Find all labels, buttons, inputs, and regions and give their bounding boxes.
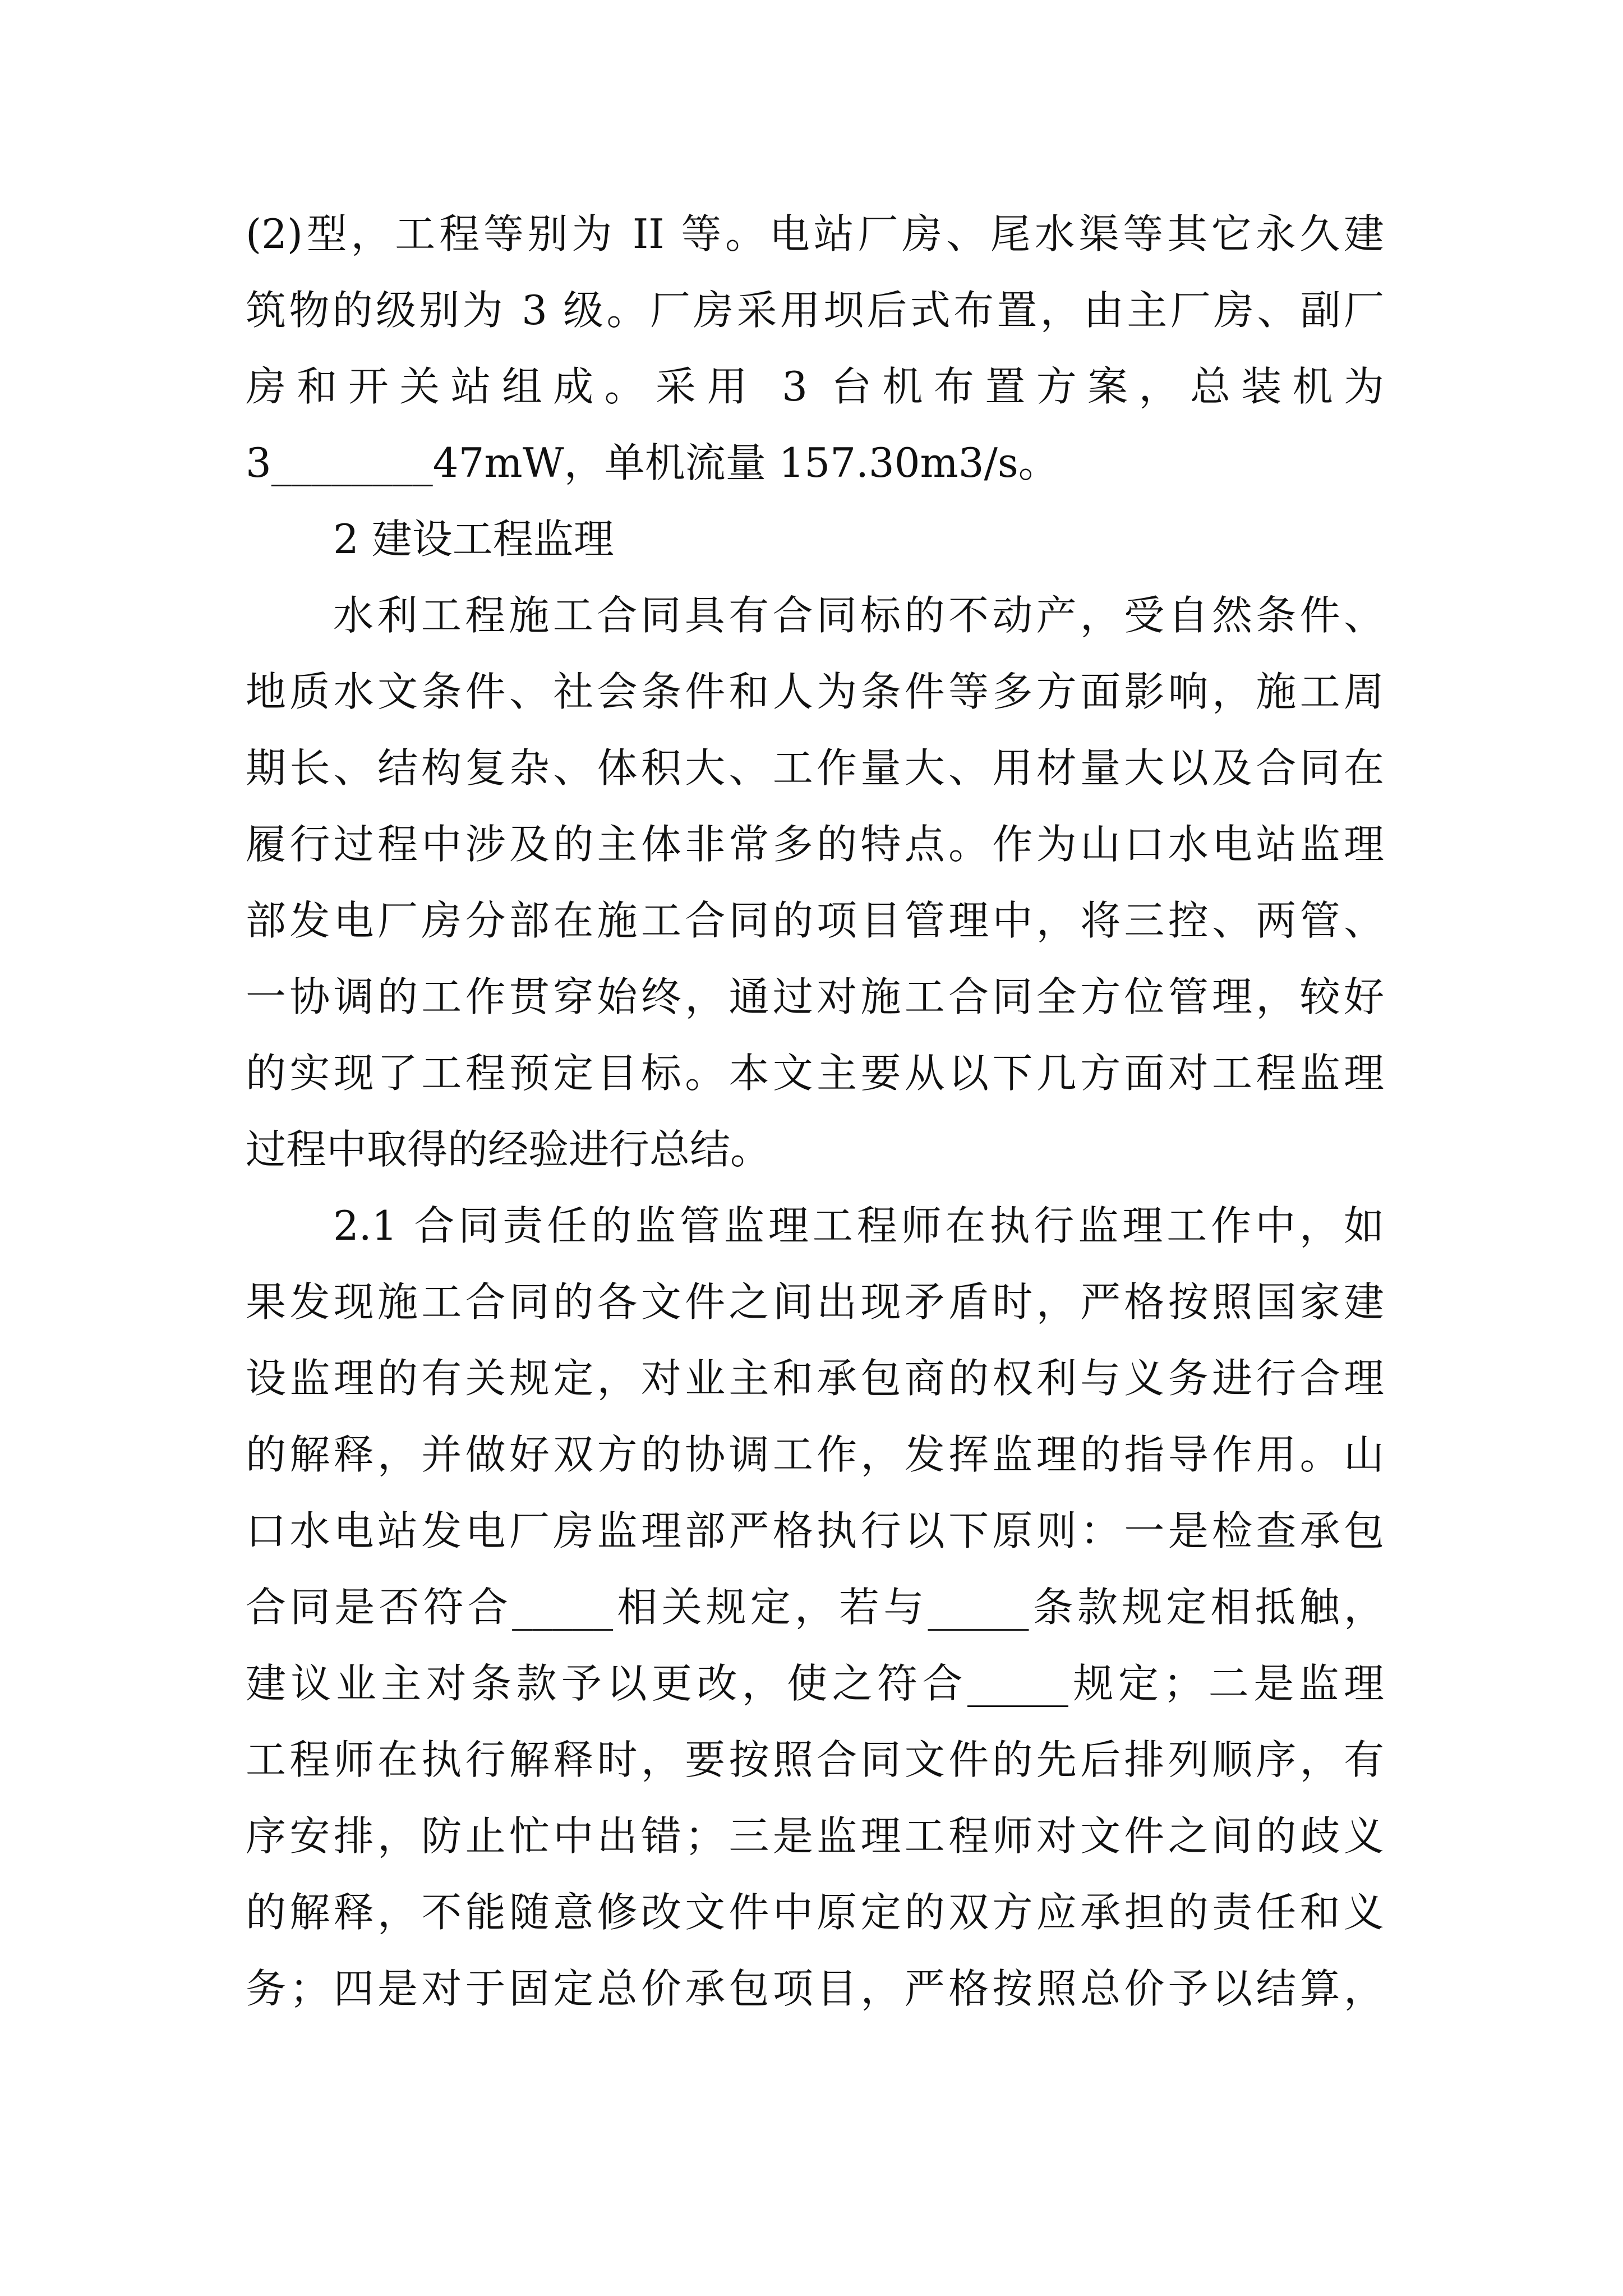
text-line-15: 果发现施工合同的各文件之间出现矛盾时，严格按照国家建 (246, 1278, 1384, 1326)
text-line-9: 履行过程中涉及的主体非常多的特点。作为山口水电站监理 (246, 821, 1384, 868)
section-heading: 2 建设工程监理 (333, 516, 614, 563)
text-line-3: 房和开关站组成。采用 3 台机布置方案，总装机为 (246, 363, 1384, 410)
text-line-2: 筑物的级别为 3 级。厂房采用坝后式布置，由主厂房、副厂 (246, 287, 1384, 334)
text-line-19: 合同是否符合_____相关规定，若与_____条款规定相抵触， (246, 1584, 1384, 1631)
text-line-17: 的解释，并做好双方的协调工作，发挥监理的指导作用。山 (246, 1431, 1384, 1478)
text-line-10: 部发电厂房分部在施工合同的项目管理中，将三控、两管、 (246, 897, 1384, 944)
text-line-4: 3________47mW，单机流量 157.30m3/s。 (246, 439, 1059, 486)
text-line-21: 工程师在执行解释时，要按照合同文件的先后排列顺序，有 (246, 1736, 1384, 1783)
text-line-20: 建议业主对条款予以更改，使之符合_____规定；二是监理 (246, 1660, 1384, 1707)
text-line-6: 水利工程施工合同具有合同标的不动产，受自然条件、 (333, 592, 1384, 639)
text-line-11: 一协调的工作贯穿始终，通过对施工合同全方位管理，较好 (246, 973, 1384, 1020)
text-line-8: 期长、结构复杂、体积大、工作量大、用材量大以及合同在 (246, 744, 1384, 792)
text-line-16: 设监理的有关规定，对业主和承包商的权利与义务进行合理 (246, 1355, 1384, 1402)
text-line-14: 2.1 合同责任的监管监理工程师在执行监理工作中，如 (333, 1202, 1384, 1249)
text-line-24: 务；四是对于固定总价承包项目，严格按照总价予以结算， (246, 1965, 1384, 2012)
text-line-23: 的解释，不能随意修改文件中原定的双方应承担的责任和义 (246, 1889, 1384, 1936)
text-line-12: 的实现了工程预定目标。本文主要从以下几方面对工程监理 (246, 1050, 1384, 1097)
text-line-18: 口水电站发电厂房监理部严格执行以下原则：一是检查承包 (246, 1507, 1384, 1554)
text-line-13: 过程中取得的经验进行总结。 (246, 1126, 771, 1173)
text-line-22: 序安排，防止忙中出错；三是监理工程师对文件之间的歧义 (246, 1812, 1384, 1860)
text-line-7: 地质水文条件、社会条件和人为条件等多方面影响，施工周 (246, 668, 1384, 715)
text-line-1: (2)型，工程等别为 II 等。电站厂房、尾水渠等其它永久建 (246, 210, 1384, 257)
